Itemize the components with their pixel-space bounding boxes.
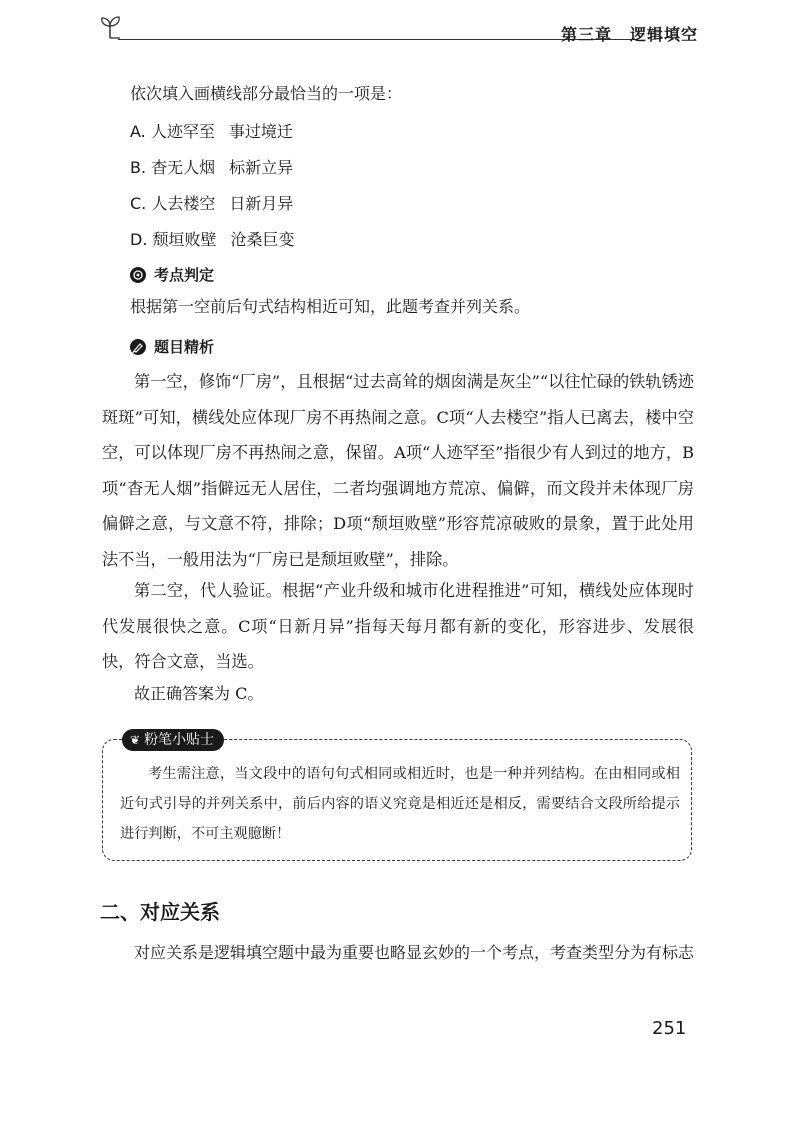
option-second: 标新立异 (229, 158, 294, 177)
option-letter: C. (130, 194, 147, 213)
option-first: 人迹罕至 (150, 122, 215, 141)
tip-text: 考生需注意，当文段中的语句句式相同或相近时，也是一种并列结构。在由相同或相近句式引导的并列关系中，前后内容的语义究竟是相近还是相反，需要结合文段所给提示进行判断，不可主观臆断！ (120, 766, 680, 842)
section-heading-detailed-analysis (130, 337, 214, 357)
conclusion: 故正确答案为 C。 (134, 684, 264, 703)
section-heading-analysis-point (130, 265, 214, 285)
option-b (130, 158, 293, 178)
target-icon (130, 267, 146, 283)
tip-label (122, 729, 224, 751)
sprout-icon (98, 14, 124, 40)
analysis-paragraph-2: 第二空，代人验证。根据“产业升级和城市化进程推进”可知，横线处应体现时代发展很快之意。C项“日新月异”指每天每月都有新的变化，形容进步、发展很快，符合文意，当选。 (102, 581, 694, 671)
option-letter: D. (130, 230, 148, 249)
section1-text: 根据第一空前后句式结构相近可知，此题考查并列关系。 (130, 297, 531, 316)
section-title: 考点判定 (154, 266, 215, 284)
option-first: 杳无人烟 (151, 158, 216, 177)
tip-label-text: 粉笔小贴士 (144, 732, 215, 748)
option-first: 人去楼空 (151, 194, 216, 213)
section-title: 题目精析 (154, 338, 215, 356)
chapter-number: 第三章 (560, 25, 612, 44)
page-number: 251 (652, 1018, 687, 1039)
section-heading-correspondence: 二、对应关系 (100, 900, 220, 924)
option-second: 沧桑巨变 (230, 230, 295, 249)
chapter-topic: 逻辑填空 (629, 25, 698, 44)
leaf-icon: ❦ (130, 733, 141, 747)
page-header (98, 8, 698, 48)
option-second: 事过境迁 (228, 122, 293, 141)
option-second: 日新月异 (229, 194, 294, 213)
header-rule (118, 39, 636, 40)
pen-icon (130, 339, 146, 355)
option-c (130, 194, 293, 214)
option-d (130, 230, 295, 250)
option-first: 颓垣败壁 (152, 230, 217, 249)
question-prompt: 依次填入画横线部分最恰当的一项是： (130, 84, 403, 103)
option-letter: A. (130, 122, 146, 141)
option-letter: B. (130, 158, 147, 177)
correspondence-intro: 对应关系是逻辑填空题中最为重要也略显玄妙的一个考点，考查类型分为有标志 (134, 943, 695, 962)
option-a (130, 122, 293, 142)
chapter-title (561, 22, 698, 45)
analysis-paragraph-1: 第一空，修饰“厂房”，且根据“过去高耸的烟囱满是灰尘”“以往忙碌的铁轨锈迹斑斑”可知，横线处应体现厂房不再热闹之意。C项“人去楼空”指人已离去，楼中空空，可以体现厂房不再热闹之意，保留。A项“人迹罕至”指很少有人到过的地方，B项“杳无人烟”指僻远无人居住，二者均强调地方荒凉、偏僻，而文段并未体现厂房偏僻之意，与文意不符，排除；D项“颓垣败壁”形容荒凉破败的景象，置于此处用法不当，一般用法为“厂房已是颓垣败壁”，排除。 (102, 372, 694, 569)
